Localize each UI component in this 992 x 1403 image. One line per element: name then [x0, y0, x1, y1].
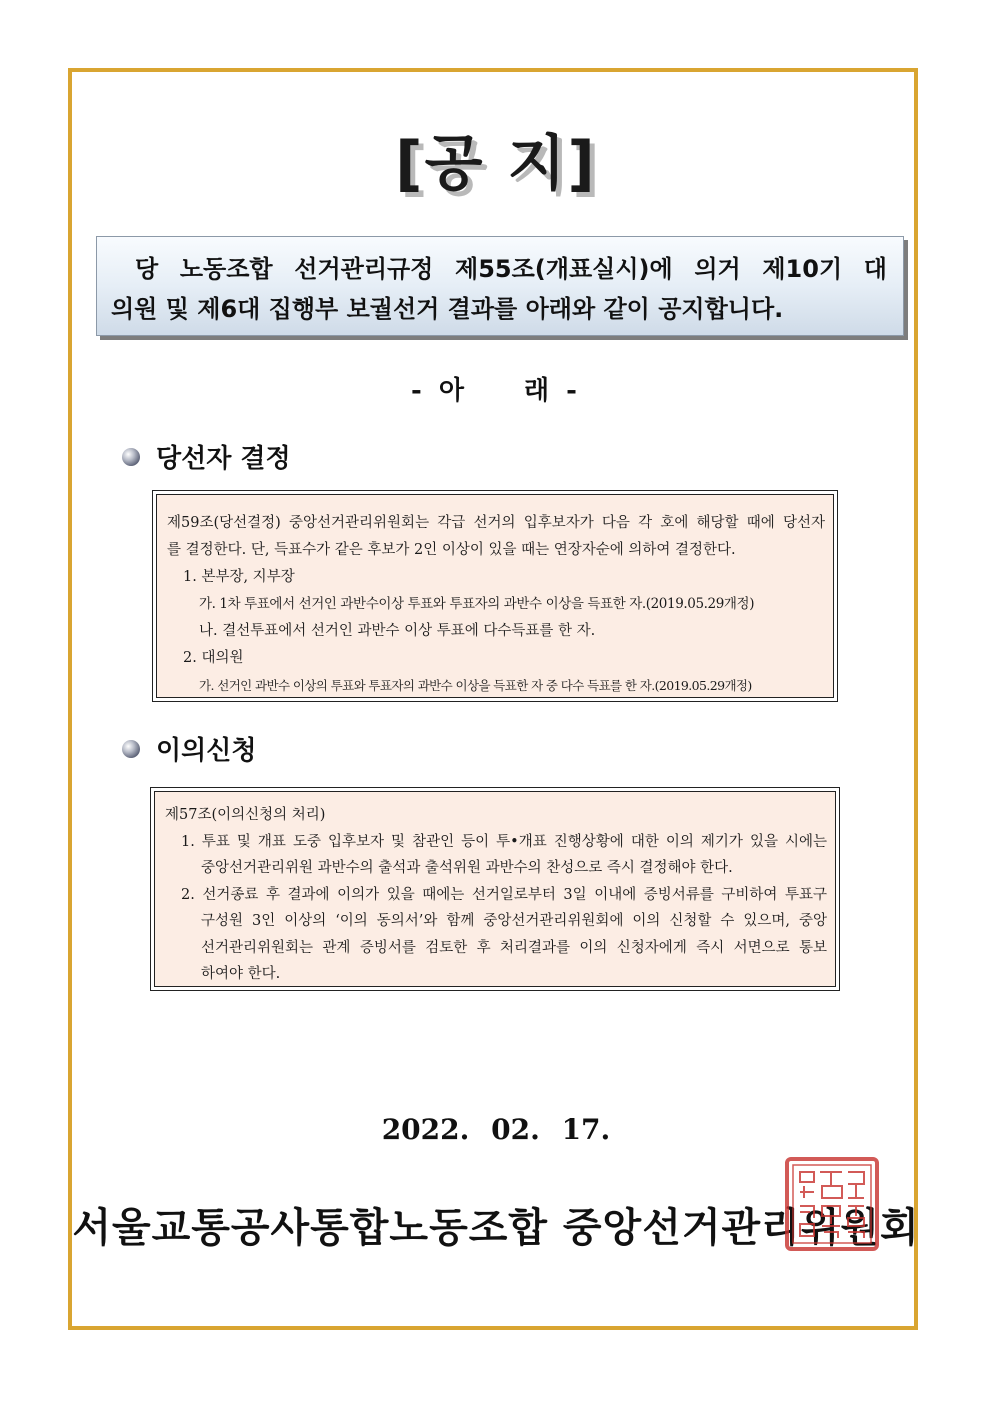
- rule-line: 중앙선거관리위원 과반수의 출석과 출석위원 과반수의 찬성으로 즉시 결정해야 한다.: [201, 860, 733, 876]
- rule-line: 가. 1차 투표에서 선거인 과반수이상 투표와 투표자의 과반수 이상을 득표한 자.(2019.05.29개정): [199, 596, 755, 612]
- rule-line: 제57조(이의신청의 처리): [165, 807, 326, 823]
- notice-date: 2022. 02. 17.: [381, 1113, 611, 1146]
- rule-line: 제59조(당선결정) 중앙선거관리위원회는 각급 선거의 입후보자가 다음 각 호에 해당할 때에 당선자: [167, 515, 825, 531]
- rule-line: 를 결정한다. 단, 득표수가 같은 후보가 2인 이상이 있을 때는 연장자순에 의하여 결정한다.: [167, 542, 736, 558]
- subheading-left: - 아: [411, 376, 468, 406]
- section-heading-objection: [122, 730, 256, 767]
- rule-line: 1. 본부장, 지부장: [183, 569, 295, 585]
- rule-line: 가. 선거인 과반수 이상의 투표와 투표자의 과반수 이상을 득표한 자 중 다수 득표를 한 자.(2019.05.29개정): [199, 678, 752, 693]
- rule-line: 1. 투표 및 개표 도중 입후보자 및 참관인 등이 투•개표 진행상황에 대한 이의 제기가 있을 시에는: [181, 833, 827, 850]
- notice-title: [공 지]: [395, 129, 597, 199]
- rule-line: 2. 선거종료 후 결과에 이의가 있을 때에는 선거일로부터 3일 이내에 증빙서류를 구비하여 투표구: [181, 886, 827, 903]
- rule-line: 2. 대의원: [183, 650, 244, 666]
- rule-line: 나. 결선투표에서 선거인 과반수 이상 투표에 다수득표를 한 자.: [199, 623, 596, 639]
- rule-line: 하여야 한다.: [201, 966, 281, 982]
- organization-name: 서울교통공사통합노동조합 중앙선거관리위원회: [72, 1204, 920, 1251]
- section-heading-label: 당선자 결정: [156, 444, 291, 474]
- subheading: [0, 370, 992, 407]
- winner-rule-box: [152, 490, 838, 702]
- intro-line-1: 당 노동조합 선거관리규정 제55조(개표실시)에 의거 제10기 대: [135, 255, 887, 283]
- official-seal-icon: [784, 1156, 880, 1252]
- objection-rule-box: [150, 787, 840, 991]
- rule-line: 구성원 3인 이상의 ‘이의 동의서’와 함께 중앙선거관리위원회에 이의 신청할 수 있으며, 중앙: [201, 913, 827, 929]
- intro-line-2: 의원 및 제6대 집행부 보궐선거 결과를 아래와 같이 공지합니다.: [111, 295, 784, 323]
- section-heading-label: 이의신청: [156, 736, 257, 766]
- bullet-icon: [122, 740, 140, 758]
- section-heading-winner: [122, 438, 291, 475]
- rule-line: 선거관리위원회는 관계 증빙서를 검토한 후 처리결과를 이의 신청자에게 즉시 서면으로 통보: [201, 939, 827, 956]
- subheading-right: 래 -: [524, 376, 581, 406]
- bullet-icon: [122, 448, 140, 466]
- intro-box: [96, 236, 904, 336]
